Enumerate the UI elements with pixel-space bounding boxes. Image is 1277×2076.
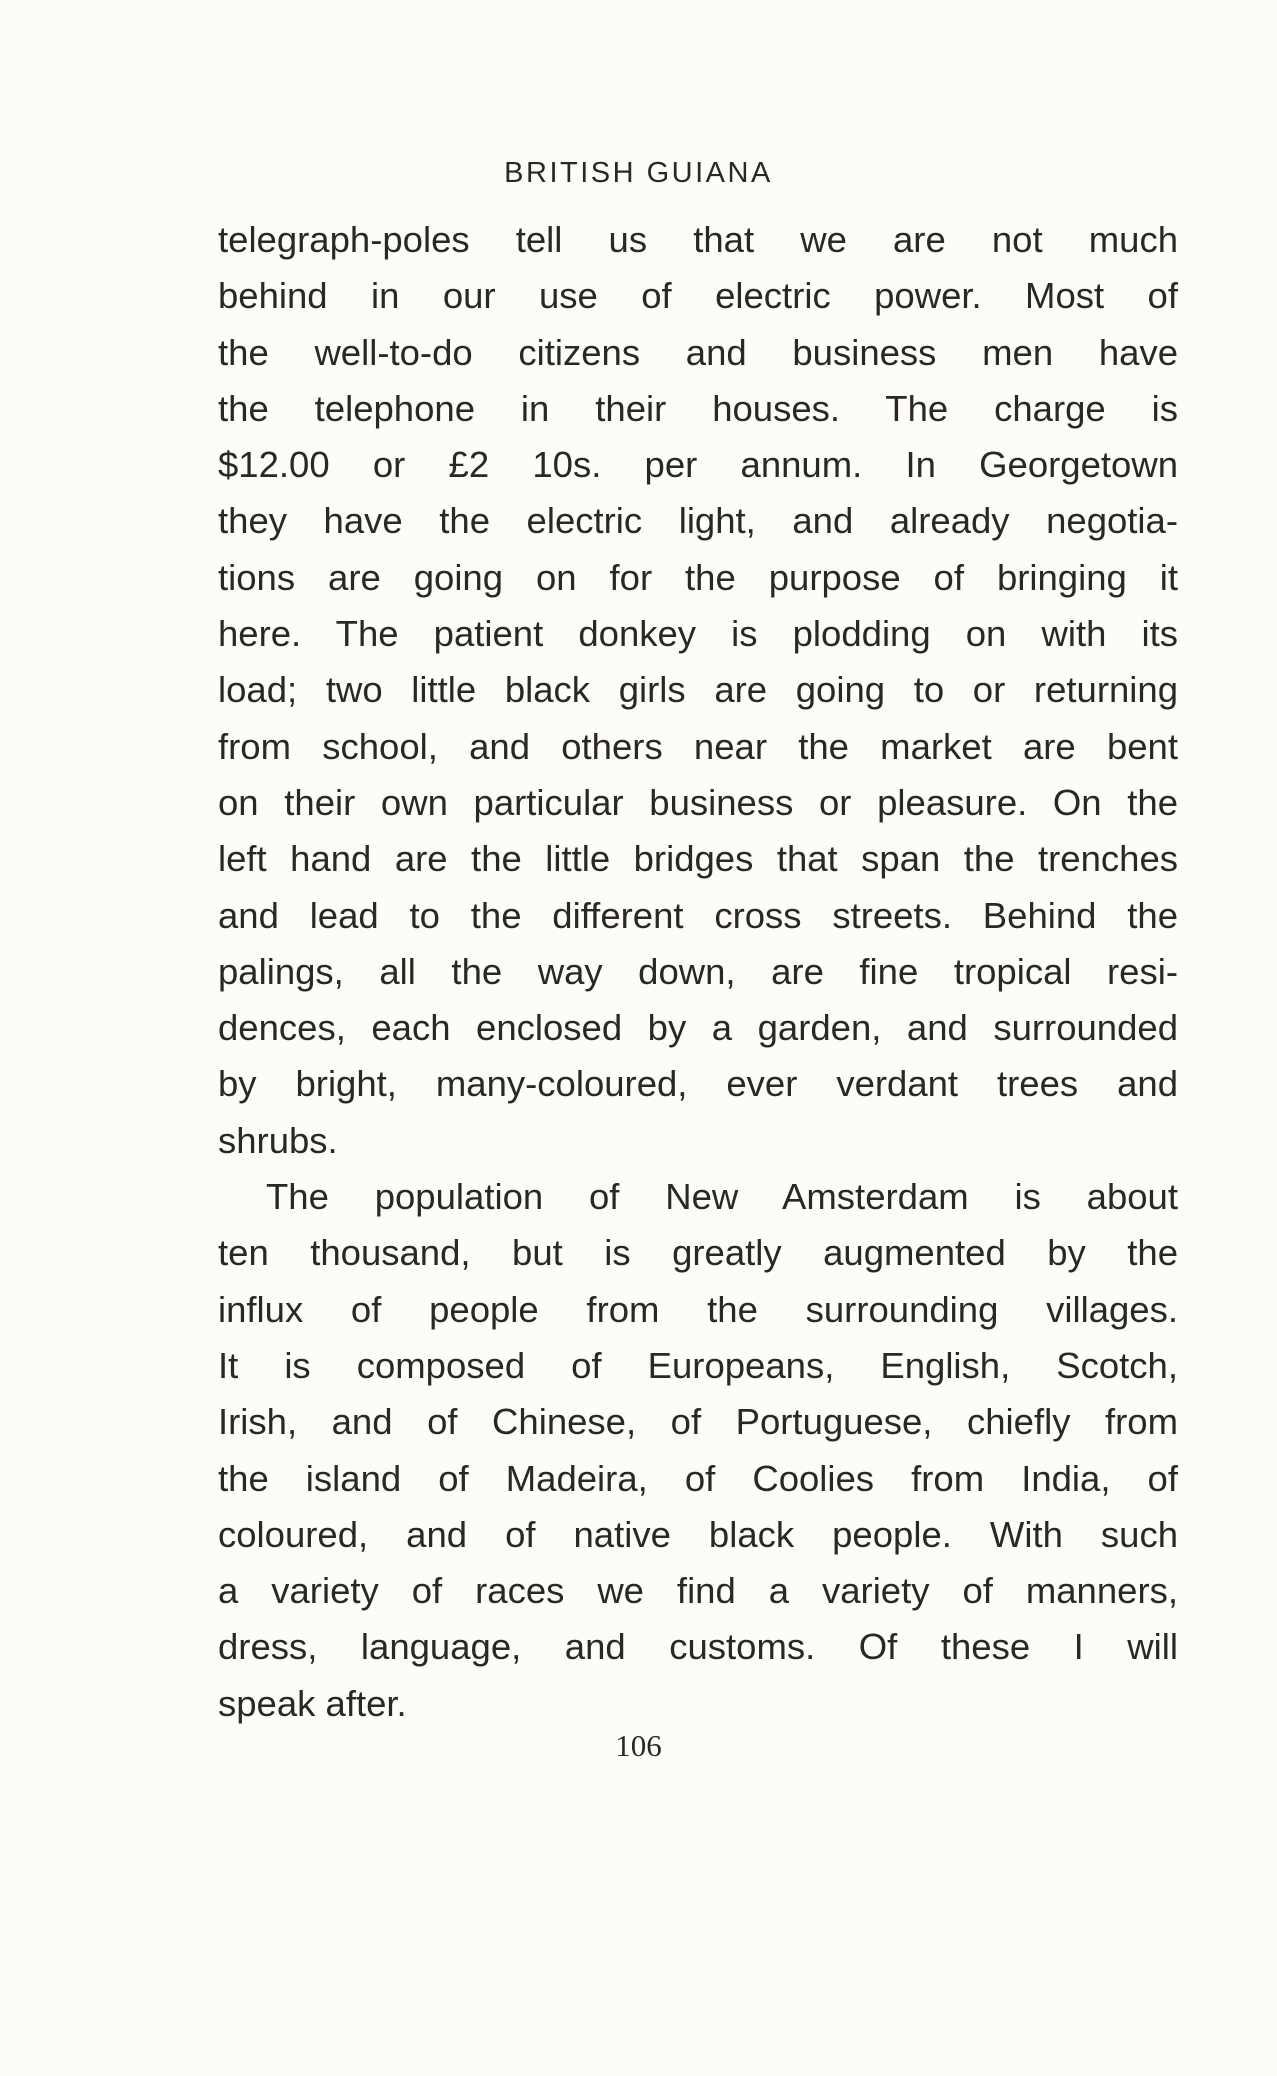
text-line: shrubs. <box>218 1119 338 1161</box>
text-line: influx of people from the surrounding villages. <box>218 1288 1178 1330</box>
text-line: and lead to the different cross streets. Behind the <box>218 894 1178 936</box>
page-number: 106 <box>615 1728 662 1763</box>
text-line: ten thousand, but is greatly augmented by the <box>218 1232 1178 1274</box>
text-line: the island of Madeira, of Coolies from India, of <box>218 1457 1178 1499</box>
text-line: behind in our use of electric power. Most of <box>218 275 1178 317</box>
text-line: a variety of races we find a variety of manners, <box>218 1570 1178 1612</box>
text-line: telegraph-poles tell us that we are not much <box>218 219 1178 260</box>
text-line: It is composed of Europeans, English, Scotch, <box>218 1344 1178 1386</box>
running-header: BRITISH GUIANA <box>504 157 773 189</box>
text-line: coloured, and of native black people. With such <box>218 1513 1178 1555</box>
text-line: The population of New Amsterdam is about <box>266 1176 1178 1218</box>
text-line: palings, all the way down, are fine tropical resi- <box>218 950 1178 992</box>
body-text <box>218 212 1178 1732</box>
paragraph-1 <box>218 212 1178 1169</box>
text-line: by bright, many-coloured, ever verdant trees and <box>218 1063 1178 1105</box>
text-line: speak after. <box>218 1682 407 1724</box>
text-line: the well-to-do citizens and business men have <box>218 331 1178 373</box>
text-line: they have the electric light, and already negotia- <box>218 500 1178 542</box>
text-line: Irish, and of Chinese, of Portuguese, chiefly from <box>218 1401 1178 1443</box>
paragraph-2 <box>218 1169 1178 1732</box>
text-line: here. The patient donkey is plodding on with its <box>218 613 1178 655</box>
text-line: left hand are the little bridges that span the trenches <box>218 838 1178 880</box>
text-line: the telephone in their houses. The charge is <box>218 387 1178 429</box>
text-line: on their own particular business or pleasure. On the <box>218 781 1178 823</box>
text-line: load; two little black girls are going to or returning <box>218 669 1178 711</box>
text-line: $12.00 or £2 10s. per annum. In Georgetown <box>218 444 1178 486</box>
text-line: tions are going on for the purpose of bringing it <box>218 556 1178 598</box>
text-line: from school, and others near the market are bent <box>218 725 1178 767</box>
text-line: dress, language, and customs. Of these I will <box>218 1626 1178 1668</box>
text-line: dences, each enclosed by a garden, and surrounded <box>218 1007 1178 1049</box>
